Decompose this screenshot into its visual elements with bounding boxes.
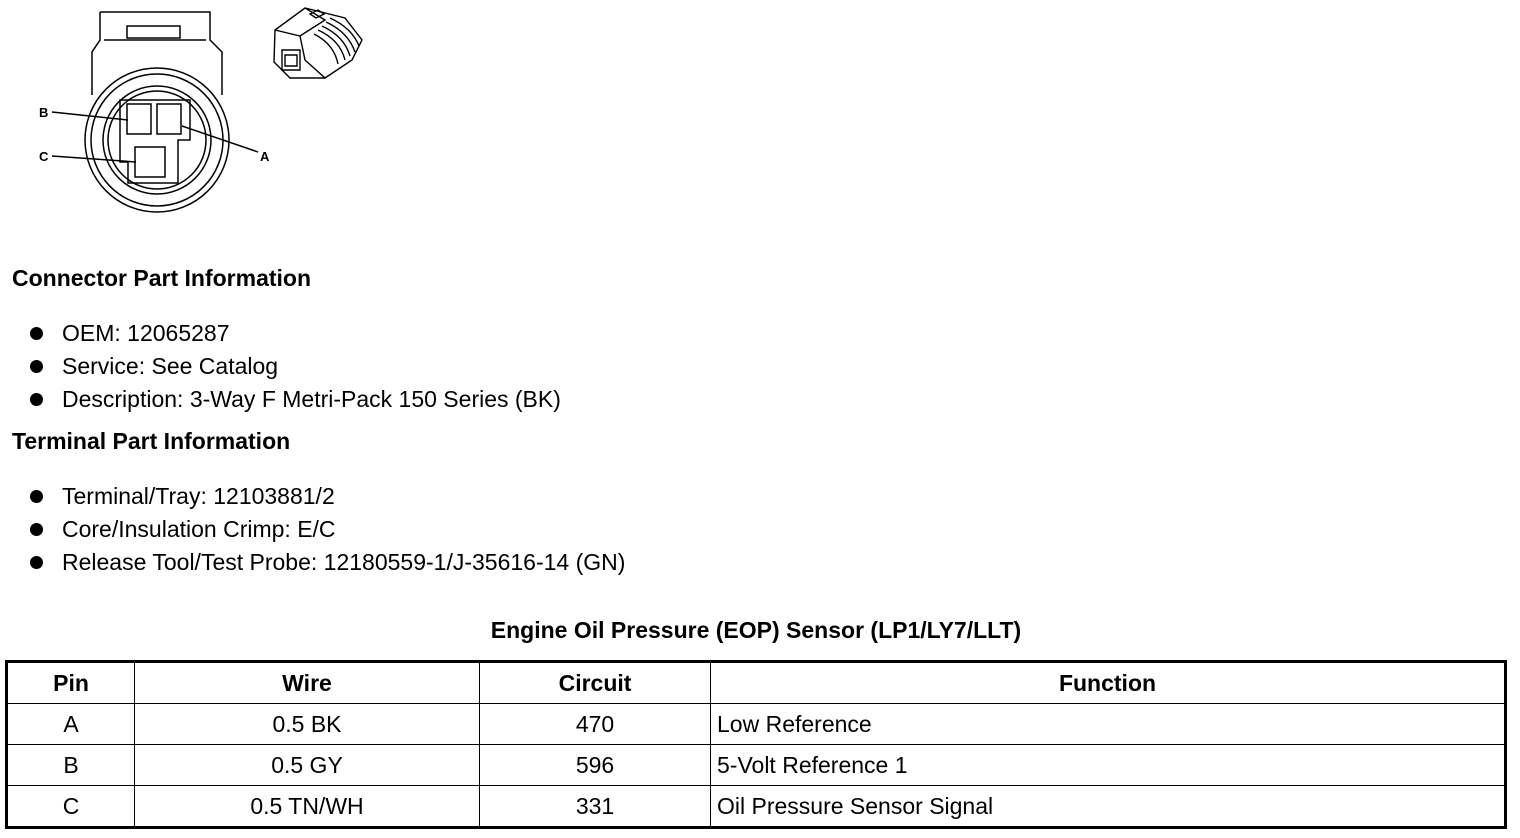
cell-function: Low Reference — [711, 704, 1506, 745]
terminal-part-info-list — [28, 480, 625, 579]
pin-label-a: A — [260, 149, 270, 164]
list-item — [28, 546, 625, 579]
cell-function: 5-Volt Reference 1 — [711, 745, 1506, 786]
cell-circuit: 596 — [480, 745, 711, 786]
cell-wire: 0.5 TN/WH — [135, 786, 480, 828]
list-item — [28, 350, 561, 383]
table-row — [7, 704, 1506, 745]
table-row — [7, 786, 1506, 828]
cell-wire: 0.5 BK — [135, 704, 480, 745]
table-header-row — [7, 662, 1506, 704]
list-item-text: Core/Insulation Crimp: E/C — [62, 516, 336, 542]
connector-isometric-icon — [274, 8, 362, 78]
connector-part-info-heading: Connector Part Information — [12, 265, 312, 291]
cell-function: Oil Pressure Sensor Signal — [711, 786, 1506, 828]
cell-circuit: 331 — [480, 786, 711, 828]
cell-pin: C — [7, 786, 135, 828]
connector-diagram — [0, 0, 420, 230]
list-item-text: Service: See Catalog — [62, 353, 279, 379]
bullet-icon — [30, 360, 43, 373]
bullet-icon — [30, 327, 43, 340]
pinout-table — [5, 660, 1507, 829]
list-item-text: Description: 3-Way F Metri-Pack 150 Series (BK) — [62, 386, 561, 412]
table-title: Engine Oil Pressure (EOP) Sensor (LP1/LY7/LLT) — [490, 617, 1022, 643]
list-item — [28, 383, 561, 416]
bullet-icon — [30, 523, 43, 536]
terminal-part-info-heading: Terminal Part Information — [12, 428, 291, 454]
cell-circuit: 470 — [480, 704, 711, 745]
list-item-text: OEM: 12065287 — [62, 320, 230, 346]
bullet-icon — [30, 490, 43, 503]
list-item — [28, 513, 625, 546]
header-circuit: Circuit — [480, 662, 711, 704]
list-item-text: Terminal/Tray: 12103881/2 — [62, 483, 335, 509]
header-wire: Wire — [135, 662, 480, 704]
list-item — [28, 480, 625, 513]
pin-label-c: C — [39, 149, 49, 164]
cell-pin: B — [7, 745, 135, 786]
cell-wire: 0.5 GY — [135, 745, 480, 786]
cell-pin: A — [7, 704, 135, 745]
list-item — [28, 317, 561, 350]
list-item-text: Release Tool/Test Probe: 12180559-1/J-35616-14 (GN) — [62, 549, 626, 575]
table-row — [7, 745, 1506, 786]
header-function: Function — [711, 662, 1506, 704]
bullet-icon — [30, 556, 43, 569]
pin-label-b: B — [39, 105, 49, 120]
connector-part-info-list — [28, 317, 561, 416]
bullet-icon — [30, 393, 43, 406]
header-pin: Pin — [7, 662, 135, 704]
